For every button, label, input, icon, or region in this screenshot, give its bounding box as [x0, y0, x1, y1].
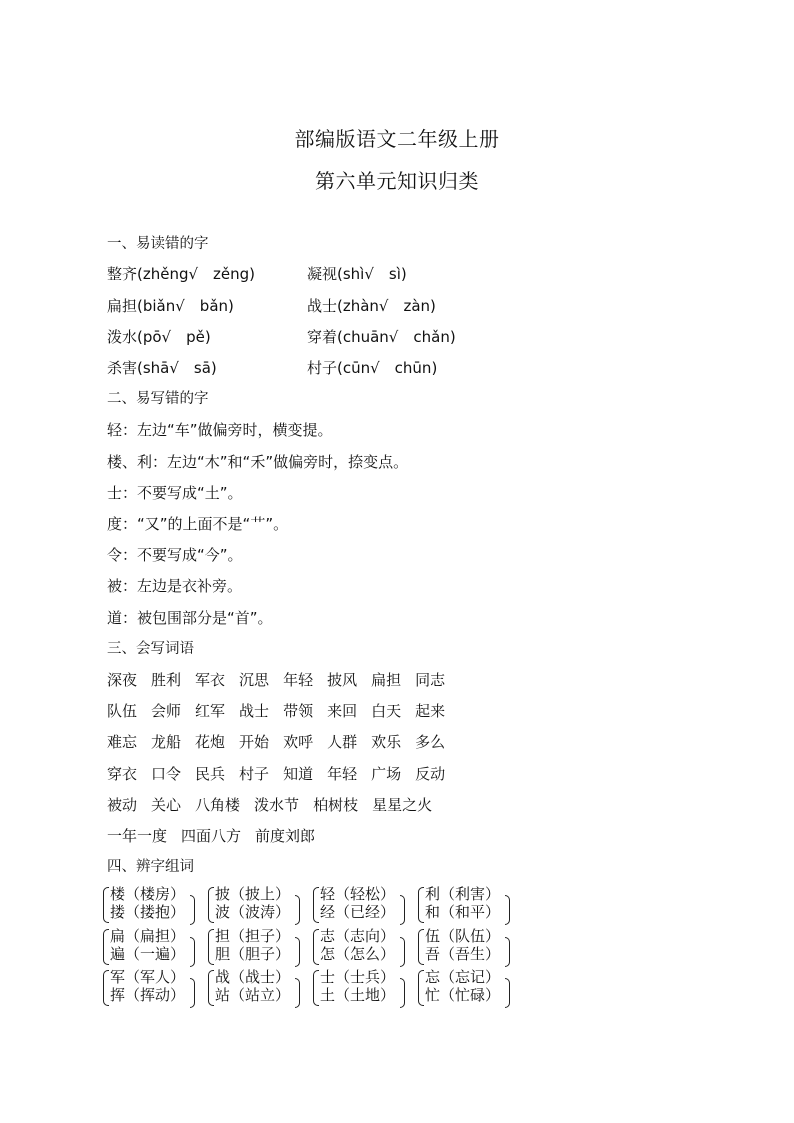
section4-heading: 四、辨字组词 — [107, 859, 194, 875]
left-brace — [103, 887, 109, 923]
word: 被动 — [107, 796, 138, 814]
word: 广场 — [371, 765, 402, 783]
s1-row1-right: 战士(zhàn√ zàn) — [307, 297, 436, 315]
pair-top: 扁（扁担） — [110, 927, 186, 945]
right-paren — [505, 978, 510, 1008]
char-pair-group — [208, 968, 300, 1004]
word: 反动 — [415, 765, 446, 783]
word: 白天 — [371, 702, 402, 720]
char-pair-group — [208, 885, 300, 921]
s3-row — [107, 826, 329, 846]
word: 欢呼 — [283, 733, 314, 751]
word: 知道 — [283, 765, 314, 783]
pair-top: 士（士兵） — [320, 968, 396, 986]
right-paren — [190, 937, 195, 967]
pair-bottom: 胆（胆子） — [215, 945, 291, 963]
s3-row — [107, 764, 459, 784]
pair-top: 战（战士） — [215, 968, 291, 986]
page-subtitle: 第六单元知识归类 — [315, 169, 479, 193]
pair-top: 军（军人） — [110, 968, 186, 986]
left-brace — [313, 970, 319, 1006]
pair-bottom: 吾（吾生） — [425, 945, 501, 963]
s3-row — [107, 701, 459, 721]
word: 扁担 — [371, 671, 402, 689]
s2-item: 士：不要写成“土”。 — [107, 484, 243, 502]
right-paren — [295, 937, 300, 967]
word: 龙船 — [151, 733, 182, 751]
right-paren — [505, 937, 510, 967]
page-title: 部编版语文二年级上册 — [294, 127, 500, 151]
word: 军衣 — [195, 671, 226, 689]
pair-bottom: 站（站立） — [215, 986, 291, 1004]
char-pair-group — [208, 927, 300, 963]
char-pair-group — [313, 885, 405, 921]
word: 八角楼 — [195, 796, 241, 814]
pair-top: 伍（队伍） — [425, 927, 501, 945]
s1-row2-right: 穿着(chuān√ chǎn) — [307, 328, 456, 346]
word: 口令 — [151, 765, 182, 783]
s2-item: 楼、利：左边“木”和“禾”做偏旁时，捺变点。 — [107, 453, 409, 471]
pair-top: 利（利害） — [425, 885, 501, 903]
left-brace — [313, 929, 319, 965]
char-pair-group — [103, 927, 195, 963]
pair-bottom: 搂（搂抱） — [110, 903, 186, 921]
section3-heading: 三、会写词语 — [107, 641, 194, 657]
word: 披风 — [327, 671, 358, 689]
s3-row — [107, 670, 459, 690]
pair-top: 楼（楼房） — [110, 885, 186, 903]
word: 红军 — [195, 702, 226, 720]
pair-top: 披（披上） — [215, 885, 291, 903]
right-paren — [505, 895, 510, 925]
word: 星星之火 — [372, 796, 433, 814]
char-pair-group — [313, 968, 405, 1004]
left-brace — [208, 929, 214, 965]
left-brace — [208, 887, 214, 923]
word: 会师 — [151, 702, 182, 720]
pair-top: 志（志向） — [320, 927, 396, 945]
right-paren — [190, 895, 195, 925]
pair-bottom: 波（波涛） — [215, 903, 291, 921]
word: 泼水节 — [254, 796, 300, 814]
pair-top: 轻（轻松） — [320, 885, 396, 903]
pair-bottom: 挥（挥动） — [110, 986, 186, 1004]
word: 多么 — [415, 733, 446, 751]
word: 年轻 — [327, 765, 358, 783]
s1-row3-right: 村子(cūn√ chūn) — [307, 359, 438, 377]
s3-row — [107, 732, 459, 752]
word: 欢乐 — [371, 733, 402, 751]
word: 人群 — [327, 733, 358, 751]
word: 年轻 — [283, 671, 314, 689]
pair-bottom: 经（已经） — [320, 903, 396, 921]
word: 战士 — [239, 702, 270, 720]
pair-top: 担（担子） — [215, 927, 291, 945]
left-brace — [103, 929, 109, 965]
char-pair-group — [313, 927, 405, 963]
word: 难忘 — [107, 733, 138, 751]
right-paren — [190, 978, 195, 1008]
word: 前度刘郎 — [255, 827, 316, 845]
word: 深夜 — [107, 671, 138, 689]
right-paren — [400, 937, 405, 967]
s1-row0-right: 凝视(shì√ sì) — [307, 265, 407, 283]
word: 起来 — [415, 702, 446, 720]
word: 村子 — [239, 765, 270, 783]
right-paren — [400, 895, 405, 925]
right-paren — [295, 895, 300, 925]
char-pair-group — [103, 885, 195, 921]
word: 民兵 — [195, 765, 226, 783]
word: 沉思 — [239, 671, 270, 689]
pair-top: 忘（忘记） — [425, 968, 501, 986]
word: 柏树枝 — [313, 796, 359, 814]
word: 关心 — [151, 796, 182, 814]
pair-bottom: 遍（一遍） — [110, 945, 186, 963]
char-pair-group — [418, 927, 510, 963]
s1-row1-left: 扁担(biǎn√ bǎn) — [107, 297, 234, 315]
word: 带领 — [283, 702, 314, 720]
word: 来回 — [327, 702, 358, 720]
pair-bottom: 土（土地） — [320, 986, 396, 1004]
s1-row0-left: 整齐(zhěng√ zěng) — [107, 265, 256, 283]
word: 胜利 — [151, 671, 182, 689]
char-pair-group — [418, 968, 510, 1004]
word: 同志 — [415, 671, 446, 689]
left-brace — [208, 970, 214, 1006]
pair-bottom: 和（和平） — [425, 903, 501, 921]
word: 开始 — [239, 733, 270, 751]
s2-item: 被：左边是衣补旁。 — [107, 577, 243, 595]
left-brace — [418, 970, 424, 1006]
char-pair-group — [418, 885, 510, 921]
word: 队伍 — [107, 702, 138, 720]
s2-item: 轻：左边“车”做偏旁时，横变提。 — [107, 421, 333, 439]
char-pair-group — [103, 968, 195, 1004]
s2-item: 道：被包围部分是“首”。 — [107, 609, 273, 627]
right-paren — [295, 978, 300, 1008]
left-brace — [103, 970, 109, 1006]
word: 花炮 — [195, 733, 226, 751]
s1-row2-left: 泼水(pō√ pě) — [107, 328, 211, 346]
s2-item: 令：不要写成“今”。 — [107, 546, 243, 564]
word: 一年一度 — [107, 827, 168, 845]
section1-heading: 一、易读错的字 — [107, 236, 209, 252]
pair-bottom: 忙（忙碌） — [425, 986, 501, 1004]
left-brace — [313, 887, 319, 923]
word: 穿衣 — [107, 765, 138, 783]
right-paren — [400, 978, 405, 1008]
s1-row3-left: 杀害(shā√ sā) — [107, 359, 217, 377]
pair-bottom: 怎（怎么） — [320, 945, 396, 963]
left-brace — [418, 887, 424, 923]
s2-item: 度：“又”的上面不是“艹”。 — [107, 515, 289, 533]
left-brace — [418, 929, 424, 965]
s3-row — [107, 795, 446, 815]
section2-heading: 二、易写错的字 — [107, 391, 209, 407]
word: 四面八方 — [181, 827, 242, 845]
